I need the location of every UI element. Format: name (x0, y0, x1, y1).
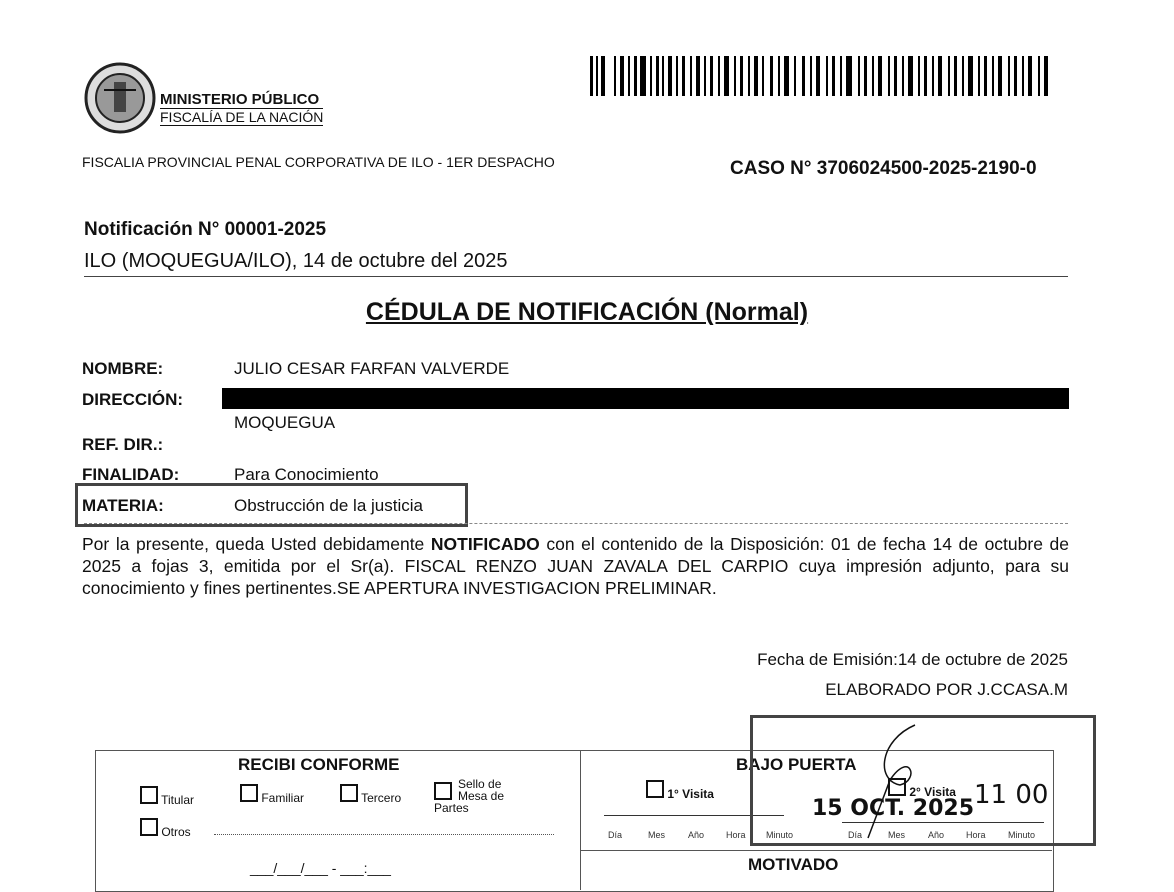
notification-number: Notificación N° 00001-2025 (84, 219, 327, 240)
sello-option[interactable] (434, 778, 518, 814)
emission-date: Fecha de Emisión:14 de octubre de 2025 (757, 650, 1068, 669)
col-ano: Año (688, 830, 705, 840)
visita1-label: 1° Visita (667, 787, 714, 801)
familiar-label: Familiar (261, 791, 305, 805)
direccion-value: MOQUEGUA (234, 413, 336, 432)
refdir-label: REF. DIR.: (82, 435, 164, 454)
sello-checkbox[interactable] (434, 782, 452, 800)
nombre-value: JULIO CESAR FARFAN VALVERDE (234, 359, 510, 378)
motivado-heading: MOTIVADO (748, 855, 839, 874)
familiar-option[interactable] (240, 784, 304, 805)
body-text-1: Por la presente, queda Usted debidamente (82, 534, 431, 554)
document-title-text: CÉDULA DE NOTIFICACIÓN (Normal) (365, 298, 809, 326)
titular-checkbox[interactable] (140, 786, 158, 804)
ministerio-publico-seal (84, 62, 156, 134)
body-bold: NOTIFICADO (430, 534, 540, 554)
barcode (590, 56, 1048, 96)
handwritten-date: 15 OCT. 2025 (812, 796, 975, 821)
place-date: ILO (MOQUEGUA/ILO), 14 de octubre del 2025 (84, 250, 508, 272)
tercero-label: Tercero (361, 791, 402, 805)
nombre-label: NOMBRE: (82, 359, 164, 378)
otros-checkbox[interactable] (140, 818, 158, 836)
col-minuto-2: Minuto (1008, 830, 1036, 840)
form-divider (580, 750, 581, 890)
visita1-checkbox[interactable] (646, 780, 664, 798)
finalidad-label: FINALIDAD: (82, 465, 180, 484)
redaction-bar (222, 388, 1069, 409)
bajo-puerta-heading: BAJO PUERTA (736, 755, 857, 774)
col-mes-2: Mes (888, 830, 906, 840)
elaborado-por: ELABORADO POR J.CCASA.M (825, 680, 1068, 699)
ministry-name (160, 92, 323, 126)
col-minuto: Minuto (766, 830, 794, 840)
divider (84, 276, 1068, 277)
recibi-conforme-heading: RECIBI CONFORME (238, 755, 400, 774)
date-blanks-left: ___/___/___ - ___:___ (250, 860, 391, 876)
col-mes: Mes (648, 830, 666, 840)
titular-label: Titular (161, 793, 195, 807)
visita1-option[interactable] (646, 780, 714, 801)
body-text-2: con el contenido de la Disposición: 01 de fecha 14 de octubre de 2025 a fojas 3, emitida por el Sr(a). FISCAL RENZO JUAN ZAVALA DEL CARPIO cuya impresión adjunto, para su conocimiento y fines pertinentes.SE APERTURA INVESTIGACION PRELIMINAR. (82, 534, 1069, 598)
ministry-line2: FISCALÍA DE LA NACIÓN (160, 109, 324, 125)
case-number: CASO N° 3706024500-2025-2190-0 (730, 158, 1037, 179)
ministry-line1: MINISTERIO PÚBLICO (160, 92, 323, 109)
titular-option[interactable] (140, 786, 194, 807)
otros-label: Otros (161, 825, 191, 839)
handwritten-time: 11 00 (974, 780, 1049, 810)
col-hora: Hora (726, 830, 746, 840)
notification-body (82, 533, 1069, 599)
tercero-checkbox[interactable] (340, 784, 358, 802)
sello-line2: Mesa de Partes (434, 789, 505, 815)
motivado-divider (580, 850, 1052, 851)
direccion-label: DIRECCIÓN: (82, 390, 184, 409)
materia-label: MATERIA: (82, 496, 164, 515)
col-ano-2: Año (928, 830, 945, 840)
familiar-checkbox[interactable] (240, 784, 258, 802)
col-dia: Día (608, 830, 623, 840)
divider (84, 523, 1068, 524)
materia-value: Obstrucción de la justicia (234, 496, 423, 515)
office-name: FISCALIA PROVINCIAL PENAL CORPORATIVA DE ILO - 1ER DESPACHO (82, 154, 555, 170)
materia-highlight-box (75, 483, 468, 527)
col-hora-2: Hora (966, 830, 986, 840)
visita2-label: 2° Visita (909, 785, 956, 799)
col-dia-2: Día (848, 830, 863, 840)
stamp-highlight-box (750, 715, 1096, 846)
document-title (0, 298, 1174, 327)
otros-line (214, 834, 554, 835)
sello-line1: Sello de (458, 777, 502, 791)
finalidad-value: Para Conocimiento (234, 465, 379, 484)
otros-option[interactable] (140, 818, 191, 839)
tercero-option[interactable] (340, 784, 401, 805)
